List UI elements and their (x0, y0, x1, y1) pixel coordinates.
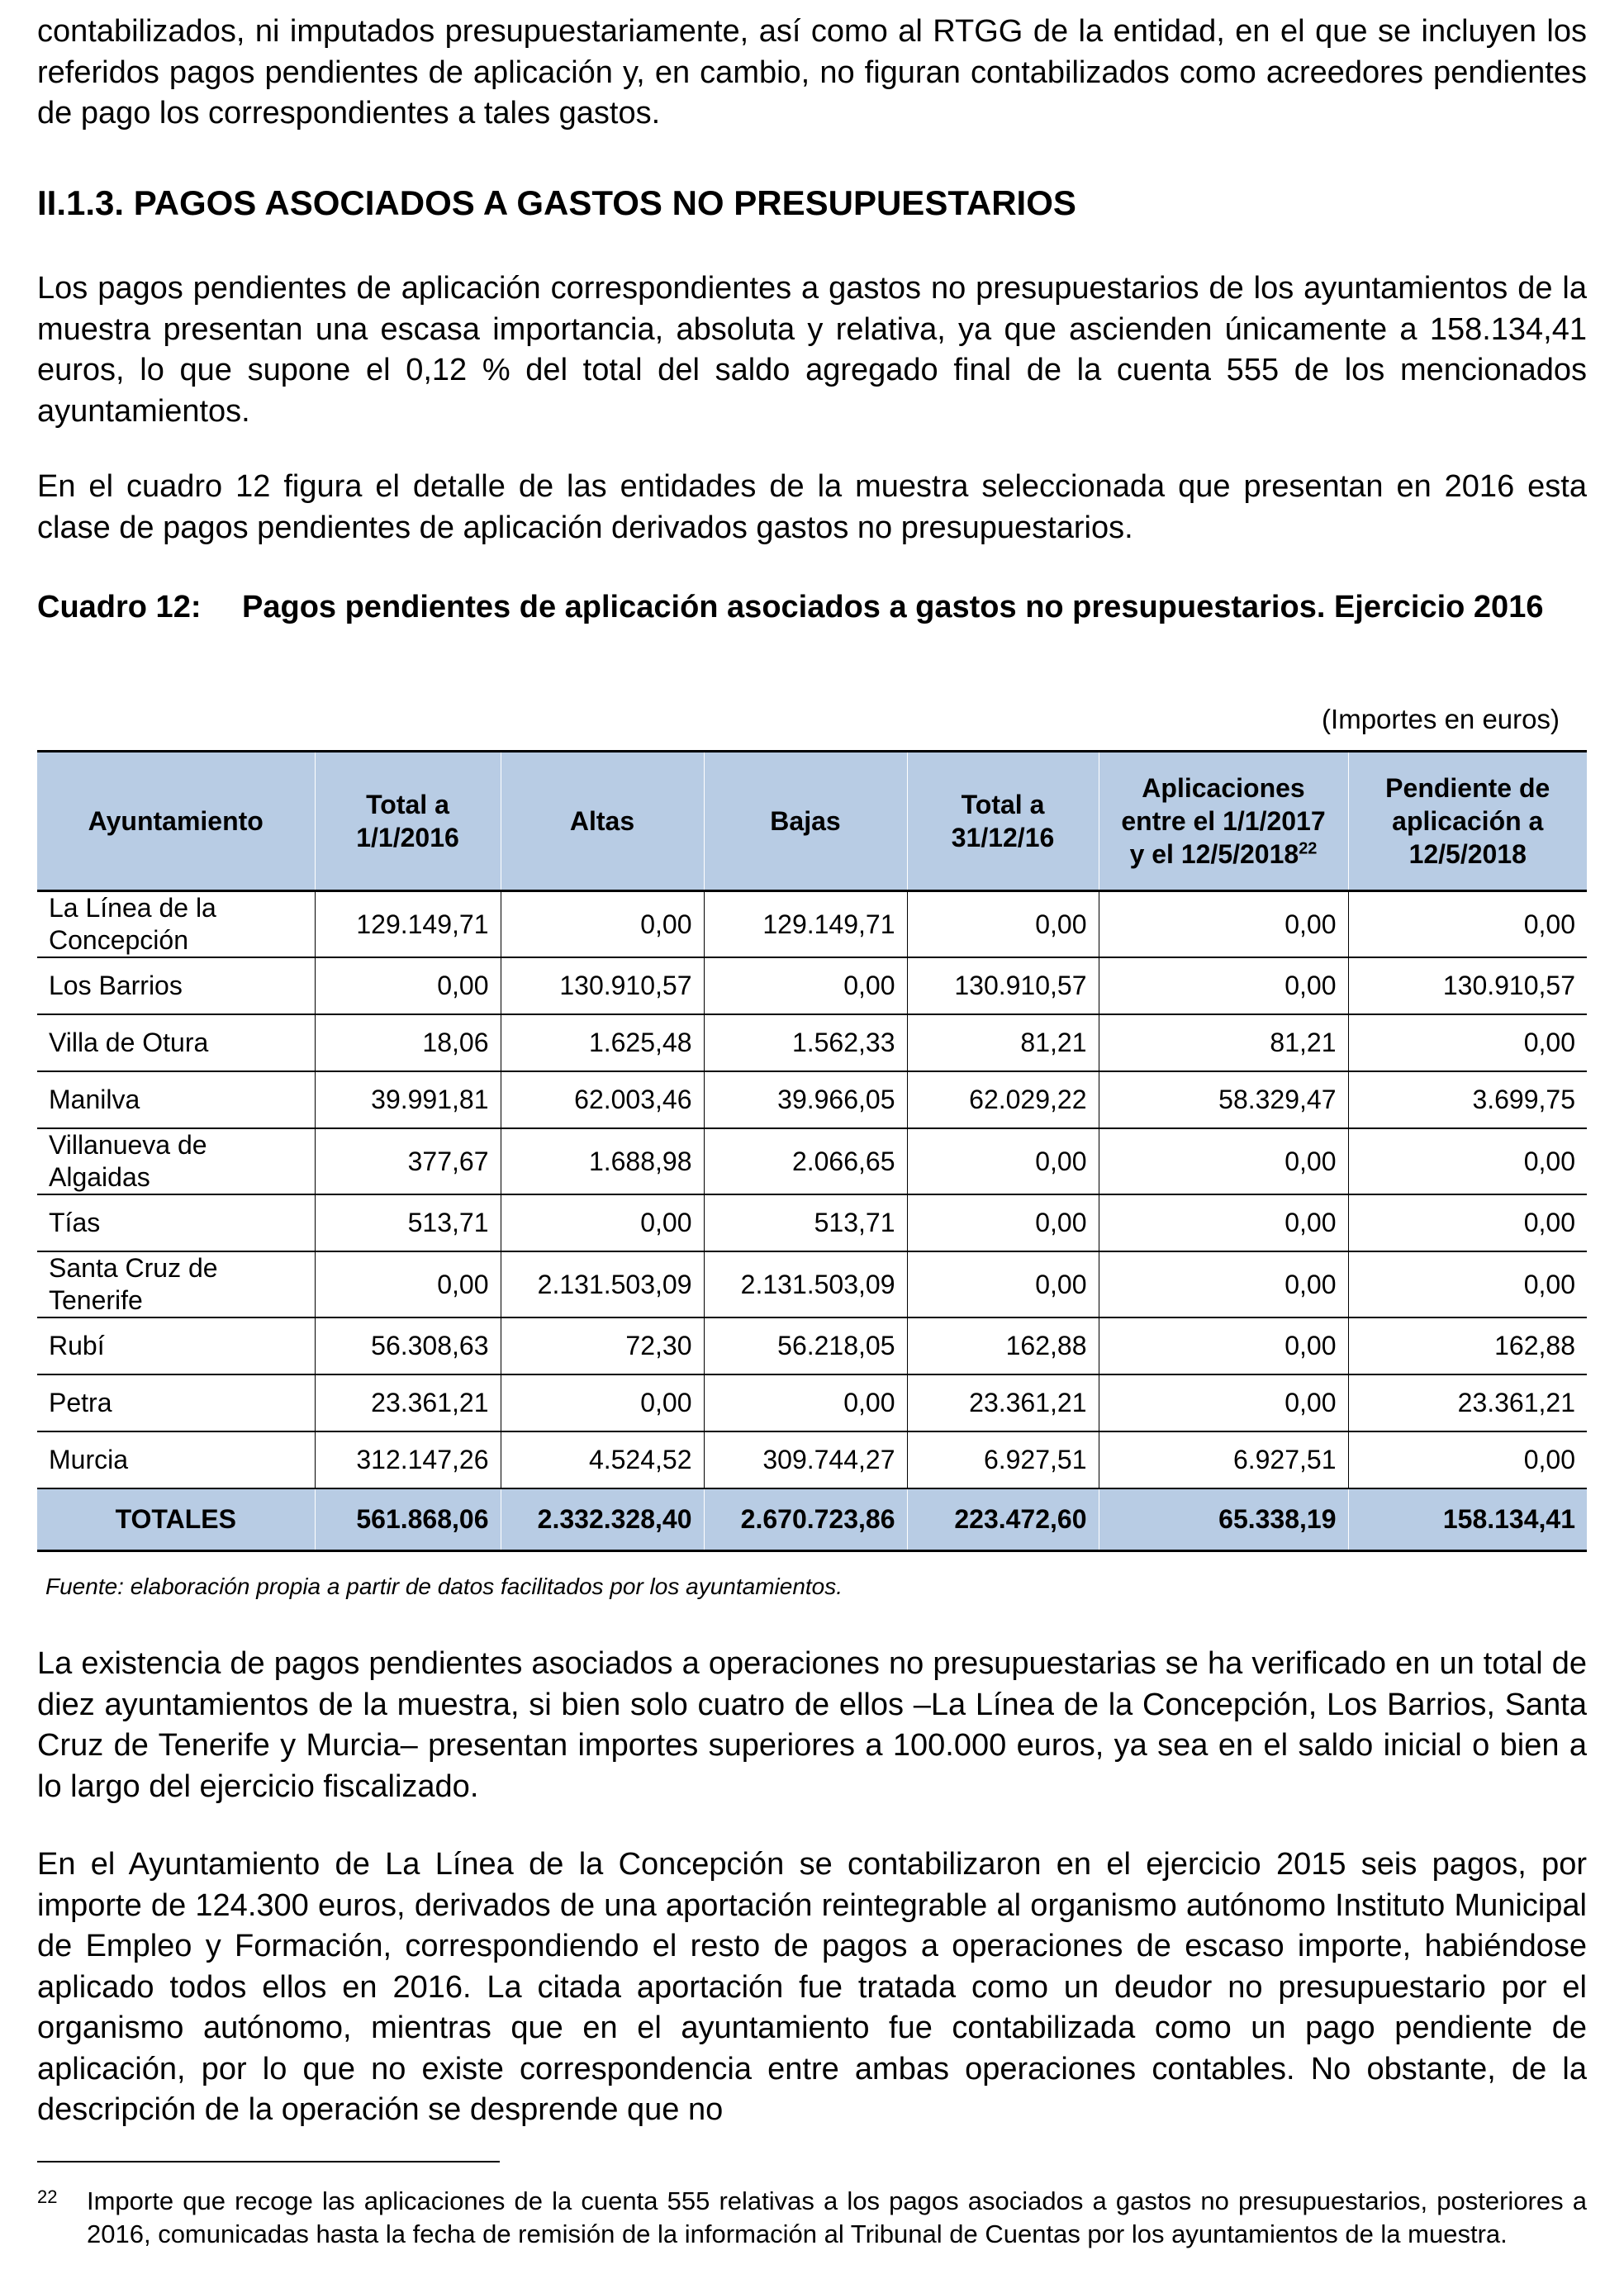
row-label: Los Barrios (37, 957, 315, 1014)
units-note: (Importes en euros) (1322, 704, 1560, 734)
table-row (37, 1194, 1587, 1251)
row-value: 130.910,57 (1348, 957, 1587, 1014)
row-value: 0,00 (1348, 1194, 1587, 1251)
row-value: 377,67 (315, 1128, 501, 1194)
row-value: 4.524,52 (501, 1431, 704, 1488)
row-label: Murcia (37, 1431, 315, 1488)
totals-cell: 65.338,19 (1099, 1488, 1348, 1551)
header-pendiente: Pendiente de aplicación a 12/5/2018 (1348, 752, 1587, 891)
caption-label: Cuadro 12: (37, 590, 202, 624)
row-value: 0,00 (907, 1194, 1099, 1251)
row-value: 81,21 (1099, 1014, 1348, 1071)
row-value: 0,00 (315, 1251, 501, 1317)
table-caption (37, 586, 1587, 628)
row-value: 1.688,98 (501, 1128, 704, 1194)
row-value: 0,00 (1348, 891, 1587, 958)
data-table (37, 750, 1587, 1552)
row-value: 1.625,48 (501, 1014, 704, 1071)
header-bajas: Bajas (704, 752, 907, 891)
row-value: 23.361,21 (315, 1374, 501, 1431)
row-label: Santa Cruz de Tenerife (37, 1251, 315, 1317)
section-heading: II.1.3. PAGOS ASOCIADOS A GASTOS NO PRESUPUESTARIOS (37, 183, 1076, 222)
row-value: 2.131.503,09 (704, 1251, 907, 1317)
caption-text: Pagos pendientes de aplicación asociados a gastos no presupuestarios. Ejercicio 2016 (242, 590, 1544, 624)
table-source: Fuente: elaboración propia a partir de datos facilitados por los ayuntamientos. (45, 1574, 843, 1599)
row-value: 23.361,21 (907, 1374, 1099, 1431)
row-value: 56.308,63 (315, 1317, 501, 1374)
table-row (37, 1128, 1587, 1194)
row-label: Petra (37, 1374, 315, 1431)
row-value: 0,00 (1348, 1251, 1587, 1317)
table-row (37, 1431, 1587, 1488)
row-label: Manilva (37, 1071, 315, 1128)
header-total-final: Total a 31/12/16 (907, 752, 1099, 891)
footnote-number: 22 (37, 2186, 58, 2207)
row-value: 0,00 (1348, 1128, 1587, 1194)
row-value: 2.066,65 (704, 1128, 907, 1194)
row-value: 39.991,81 (315, 1071, 501, 1128)
row-value: 0,00 (315, 957, 501, 1014)
table-row (37, 1317, 1587, 1374)
table-header-row (37, 752, 1587, 891)
table-row (37, 891, 1587, 958)
table-row (37, 957, 1587, 1014)
table-row (37, 1071, 1587, 1128)
header-total-initial: Total a 1/1/2016 (315, 752, 501, 891)
totals-cell: 2.332.328,40 (501, 1488, 704, 1551)
header-aplicaciones: Aplicaciones entre el 1/1/2017 y el 12/5/2018$^{22}$ (1099, 752, 1348, 891)
row-value: 0,00 (501, 891, 704, 958)
row-value: 6.927,51 (1099, 1431, 1348, 1488)
totals-cell: 223.472,60 (907, 1488, 1099, 1551)
table-row (37, 1014, 1587, 1071)
paragraph-verification: La existencia de pagos pendientes asociados a operaciones no presupuestarias se ha verificado en un total de diez ayuntamientos de la muestra, si bien solo cuatro de ellos –La Línea de la Concepción, Los Barrios, Santa Cruz de Tenerife y Murcia– presentan importes superiores a 100.000 euros, ya sea en el saldo inicial o bien a lo largo del ejercicio fiscalizado. (37, 1646, 1587, 1804)
row-value: 0,00 (907, 891, 1099, 958)
row-label: Rubí (37, 1317, 315, 1374)
row-value: 0,00 (1099, 1128, 1348, 1194)
row-value: 0,00 (501, 1194, 704, 1251)
row-value: 162,88 (907, 1317, 1099, 1374)
row-value: 0,00 (501, 1374, 704, 1431)
footnote (37, 2185, 1587, 2251)
totals-cell: 2.670.723,86 (704, 1488, 907, 1551)
totals-label: TOTALES (37, 1488, 315, 1551)
row-value: 0,00 (704, 957, 907, 1014)
row-value: 2.131.503,09 (501, 1251, 704, 1317)
intro-paragraph: contabilizados, ni imputados presupuestariamente, así como al RTGG de la entidad, en el que se incluyen los referidos pagos pendientes de aplicación y, en cambio, no figuran contabilizados como acreedores pendientes de pago los correspondientes a tales gastos. (37, 14, 1587, 131)
footnote-ref: 22 (1299, 839, 1318, 858)
row-value: 129.149,71 (704, 891, 907, 958)
row-value: 0,00 (1099, 891, 1348, 958)
row-value: 130.910,57 (501, 957, 704, 1014)
row-label: Villa de Otura (37, 1014, 315, 1071)
row-value: 56.218,05 (704, 1317, 907, 1374)
row-value: 309.744,27 (704, 1431, 907, 1488)
row-value: 81,21 (907, 1014, 1099, 1071)
row-value: 130.910,57 (907, 957, 1099, 1014)
table-row (37, 1374, 1587, 1431)
row-value: 162,88 (1348, 1317, 1587, 1374)
row-value: 3.699,75 (1348, 1071, 1587, 1128)
row-label: Tías (37, 1194, 315, 1251)
row-value: 72,30 (501, 1317, 704, 1374)
row-value: 0,00 (1099, 1317, 1348, 1374)
row-value: 0,00 (1099, 1251, 1348, 1317)
row-value: 0,00 (1099, 1374, 1348, 1431)
row-label: Villanueva de Algaidas (37, 1128, 315, 1194)
row-value: 129.149,71 (315, 891, 501, 958)
row-value: 62.029,22 (907, 1071, 1099, 1128)
row-value: 0,00 (1099, 1194, 1348, 1251)
totals-row (37, 1488, 1587, 1551)
row-value: 23.361,21 (1348, 1374, 1587, 1431)
header-altas: Altas (501, 752, 704, 891)
row-value: 1.562,33 (704, 1014, 907, 1071)
paragraph-la-linea: En el Ayuntamiento de La Línea de la Concepción se contabilizaron en el ejercicio 2015 seis pagos, por importe de 124.300 euros, derivados de una aportación reintegrable al organismo autónomo Instituto Municipal de Empleo y Formación, correspondiendo el resto de pagos a operaciones de escaso importe, habiéndose aplicado todos ellos en 2016. La citada aportación fue tratada como un deudor no presupuestario por el organismo autónomo, mientras que en el ayuntamiento fue contabilizada como un pago pendiente de aplicación, por lo que no existe correspondencia entre ambas operaciones contables. No obstante, de la descripción de la operación se desprende que no (37, 1847, 1587, 2127)
row-value: 58.329,47 (1099, 1071, 1348, 1128)
row-value: 513,71 (704, 1194, 907, 1251)
paragraph-table-intro: En el cuadro 12 figura el detalle de las entidades de la muestra seleccionada que presentan en 2016 esta clase de pagos pendientes de aplicación derivados gastos no presupuestarios. (37, 469, 1587, 545)
row-label: La Línea de la Concepción (37, 891, 315, 958)
table-row (37, 1251, 1587, 1317)
row-value: 6.927,51 (907, 1431, 1099, 1488)
row-value: 0,00 (704, 1374, 907, 1431)
row-value: 0,00 (1348, 1014, 1587, 1071)
row-value: 513,71 (315, 1194, 501, 1251)
row-value: 0,00 (1348, 1431, 1587, 1488)
row-value: 312.147,26 (315, 1431, 501, 1488)
footnote-text: Importe que recoge las aplicaciones de la cuenta 555 relativas a los pagos asociados a gastos no presupuestarios, posteriores a 2016, comunicadas hasta la fecha de remisión de la información al Tribunal de Cuentas por los ayuntamientos de la muestra. (87, 2186, 1587, 2248)
row-value: 62.003,46 (501, 1071, 704, 1128)
header-ayuntamiento: Ayuntamiento (37, 752, 315, 891)
totals-cell: 561.868,06 (315, 1488, 501, 1551)
row-value: 0,00 (907, 1251, 1099, 1317)
row-value: 0,00 (907, 1128, 1099, 1194)
totals-cell: 158.134,41 (1348, 1488, 1587, 1551)
paragraph-amounts: Los pagos pendientes de aplicación correspondientes a gastos no presupuestarios de los ayuntamientos de la muestra presentan una escasa importancia, absoluta y relativa, ya que ascienden únicamente a 158.134,41 euros, lo que supone el 0,12 % del total del saldo agregado final de la cuenta 555 de los mencionados ayuntamientos. (37, 271, 1587, 429)
row-value: 18,06 (315, 1014, 501, 1071)
footnote-divider (37, 2161, 500, 2162)
row-value: 0,00 (1099, 957, 1348, 1014)
row-value: 39.966,05 (704, 1071, 907, 1128)
